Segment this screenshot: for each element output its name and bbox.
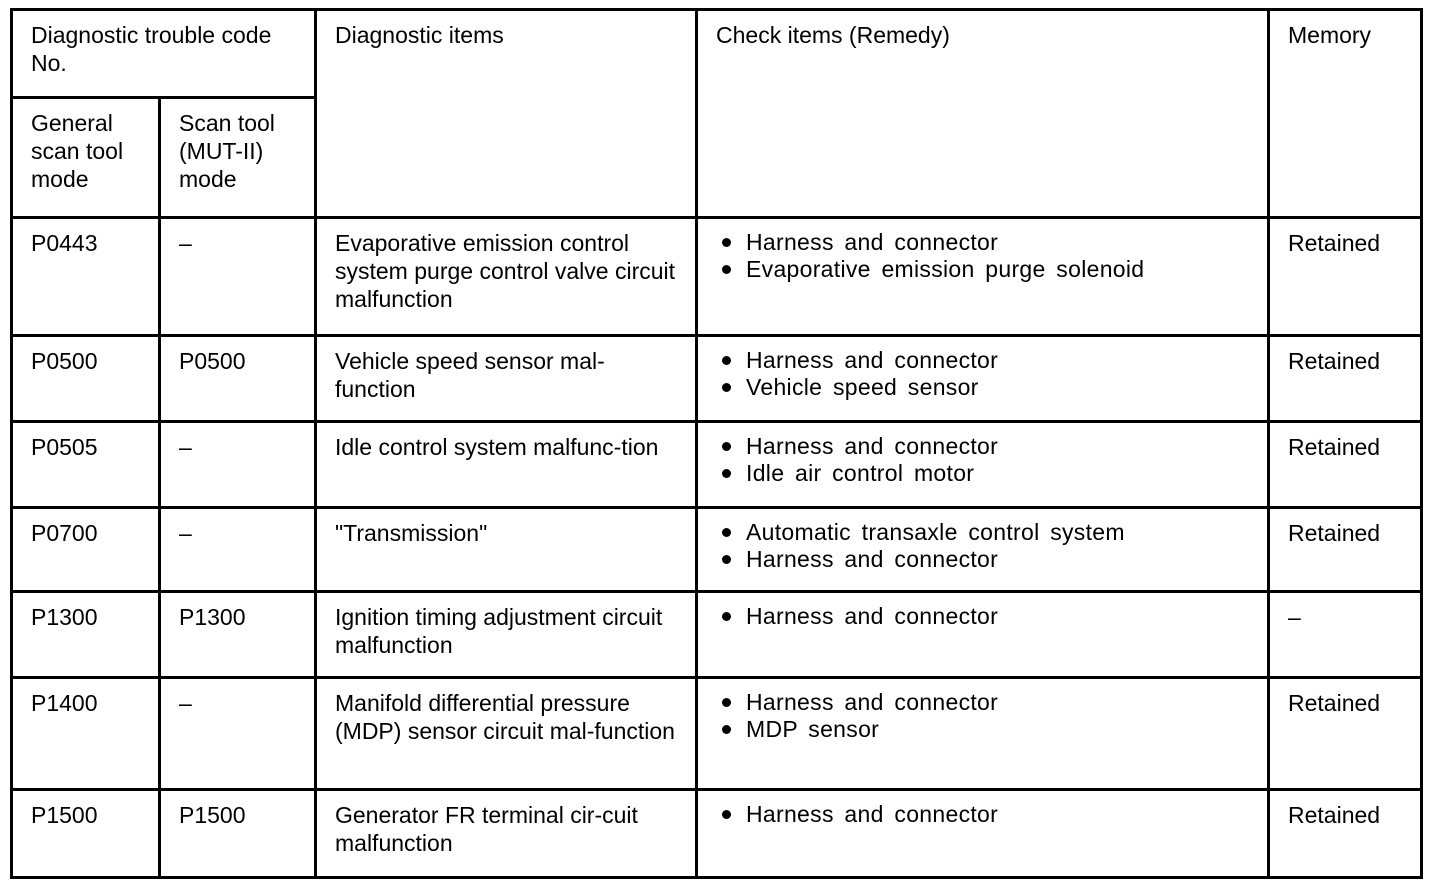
scan-code-cell: P1300 — [160, 592, 316, 678]
scan-code-cell: – — [160, 422, 316, 508]
scan-code-cell: P0500 — [160, 336, 316, 422]
check-items-list — [716, 801, 1257, 828]
check-item: Harness and connector — [716, 689, 1257, 716]
check-items-list — [716, 603, 1257, 630]
general-code-cell: P1500 — [12, 790, 160, 878]
scan-code-cell: P1500 — [160, 790, 316, 878]
general-code-cell: P0700 — [12, 508, 160, 592]
table-row — [12, 336, 1422, 422]
check-item: Vehicle speed sensor — [716, 374, 1257, 401]
header-diagnostic-items-label: Diagnostic items — [335, 22, 504, 48]
check-items-list — [716, 519, 1257, 573]
diagnostic-item-cell: Manifold differential pressure (MDP) sensor circuit mal-function — [316, 678, 697, 790]
memory-cell: Retained — [1269, 790, 1422, 878]
check-items-cell — [697, 218, 1269, 336]
scan-code-cell: – — [160, 218, 316, 336]
general-code-cell: P0443 — [12, 218, 160, 336]
header-scan-tool-mode-label: Scan tool (MUT-II) mode — [179, 110, 275, 192]
check-items-cell — [697, 592, 1269, 678]
check-item: Evaporative emission purge solenoid — [716, 256, 1257, 283]
memory-cell: Retained — [1269, 422, 1422, 508]
check-item: Harness and connector — [716, 603, 1257, 630]
check-item: Harness and connector — [716, 229, 1257, 256]
memory-cell: Retained — [1269, 218, 1422, 336]
header-general-scan-tool-mode — [12, 98, 160, 218]
diagnostic-item-cell: Ignition timing adjustment circuit malfunction — [316, 592, 697, 678]
header-scan-tool-mode — [160, 98, 316, 218]
check-item: Idle air control motor — [716, 460, 1257, 487]
check-item: Harness and connector — [716, 801, 1257, 828]
memory-cell: – — [1269, 592, 1422, 678]
memory-cell: Retained — [1269, 508, 1422, 592]
general-code-cell: P0500 — [12, 336, 160, 422]
diagnostic-item-cell: Vehicle speed sensor mal-function — [316, 336, 697, 422]
memory-cell: Retained — [1269, 336, 1422, 422]
table-row — [12, 790, 1422, 878]
header-memory — [1269, 10, 1422, 218]
table-row — [12, 678, 1422, 790]
check-item: Harness and connector — [716, 433, 1257, 460]
memory-cell: Retained — [1269, 678, 1422, 790]
check-items-cell — [697, 508, 1269, 592]
check-items-list — [716, 433, 1257, 487]
scan-code-cell: – — [160, 508, 316, 592]
diagnostic-item-cell: Evaporative emission control system purge control valve circuit malfunction — [316, 218, 697, 336]
header-check-items — [697, 10, 1269, 218]
table-row — [12, 508, 1422, 592]
diagnostic-item-cell: "Transmission" — [316, 508, 697, 592]
check-item: Automatic transaxle control system — [716, 519, 1257, 546]
check-items-cell — [697, 678, 1269, 790]
general-code-cell: P1300 — [12, 592, 160, 678]
check-item: MDP sensor — [716, 716, 1257, 743]
check-items-cell — [697, 790, 1269, 878]
table-row — [12, 592, 1422, 678]
general-code-cell: P1400 — [12, 678, 160, 790]
check-items-list — [716, 689, 1257, 743]
check-item: Harness and connector — [716, 347, 1257, 374]
header-check-items-label: Check items (Remedy) — [716, 22, 950, 48]
check-items-list — [716, 229, 1257, 283]
table-row — [12, 218, 1422, 336]
check-item: Harness and connector — [716, 546, 1257, 573]
header-dtc-group-label: Diagnostic trouble code No. — [31, 22, 272, 76]
header-diagnostic-items — [316, 10, 697, 218]
diagnostic-item-cell: Generator FR terminal cir-cuit malfunction — [316, 790, 697, 878]
diagnostic-code-table — [10, 8, 1423, 879]
header-memory-label: Memory — [1288, 22, 1372, 48]
diagnostic-item-cell: Idle control system malfunc-tion — [316, 422, 697, 508]
scan-code-cell: – — [160, 678, 316, 790]
header-dtc-group — [12, 10, 316, 98]
table-row — [12, 422, 1422, 508]
general-code-cell: P0505 — [12, 422, 160, 508]
check-items-list — [716, 347, 1257, 401]
header-general-scan-tool-mode-label: General scan tool mode — [31, 110, 124, 192]
check-items-cell — [697, 422, 1269, 508]
check-items-cell — [697, 336, 1269, 422]
